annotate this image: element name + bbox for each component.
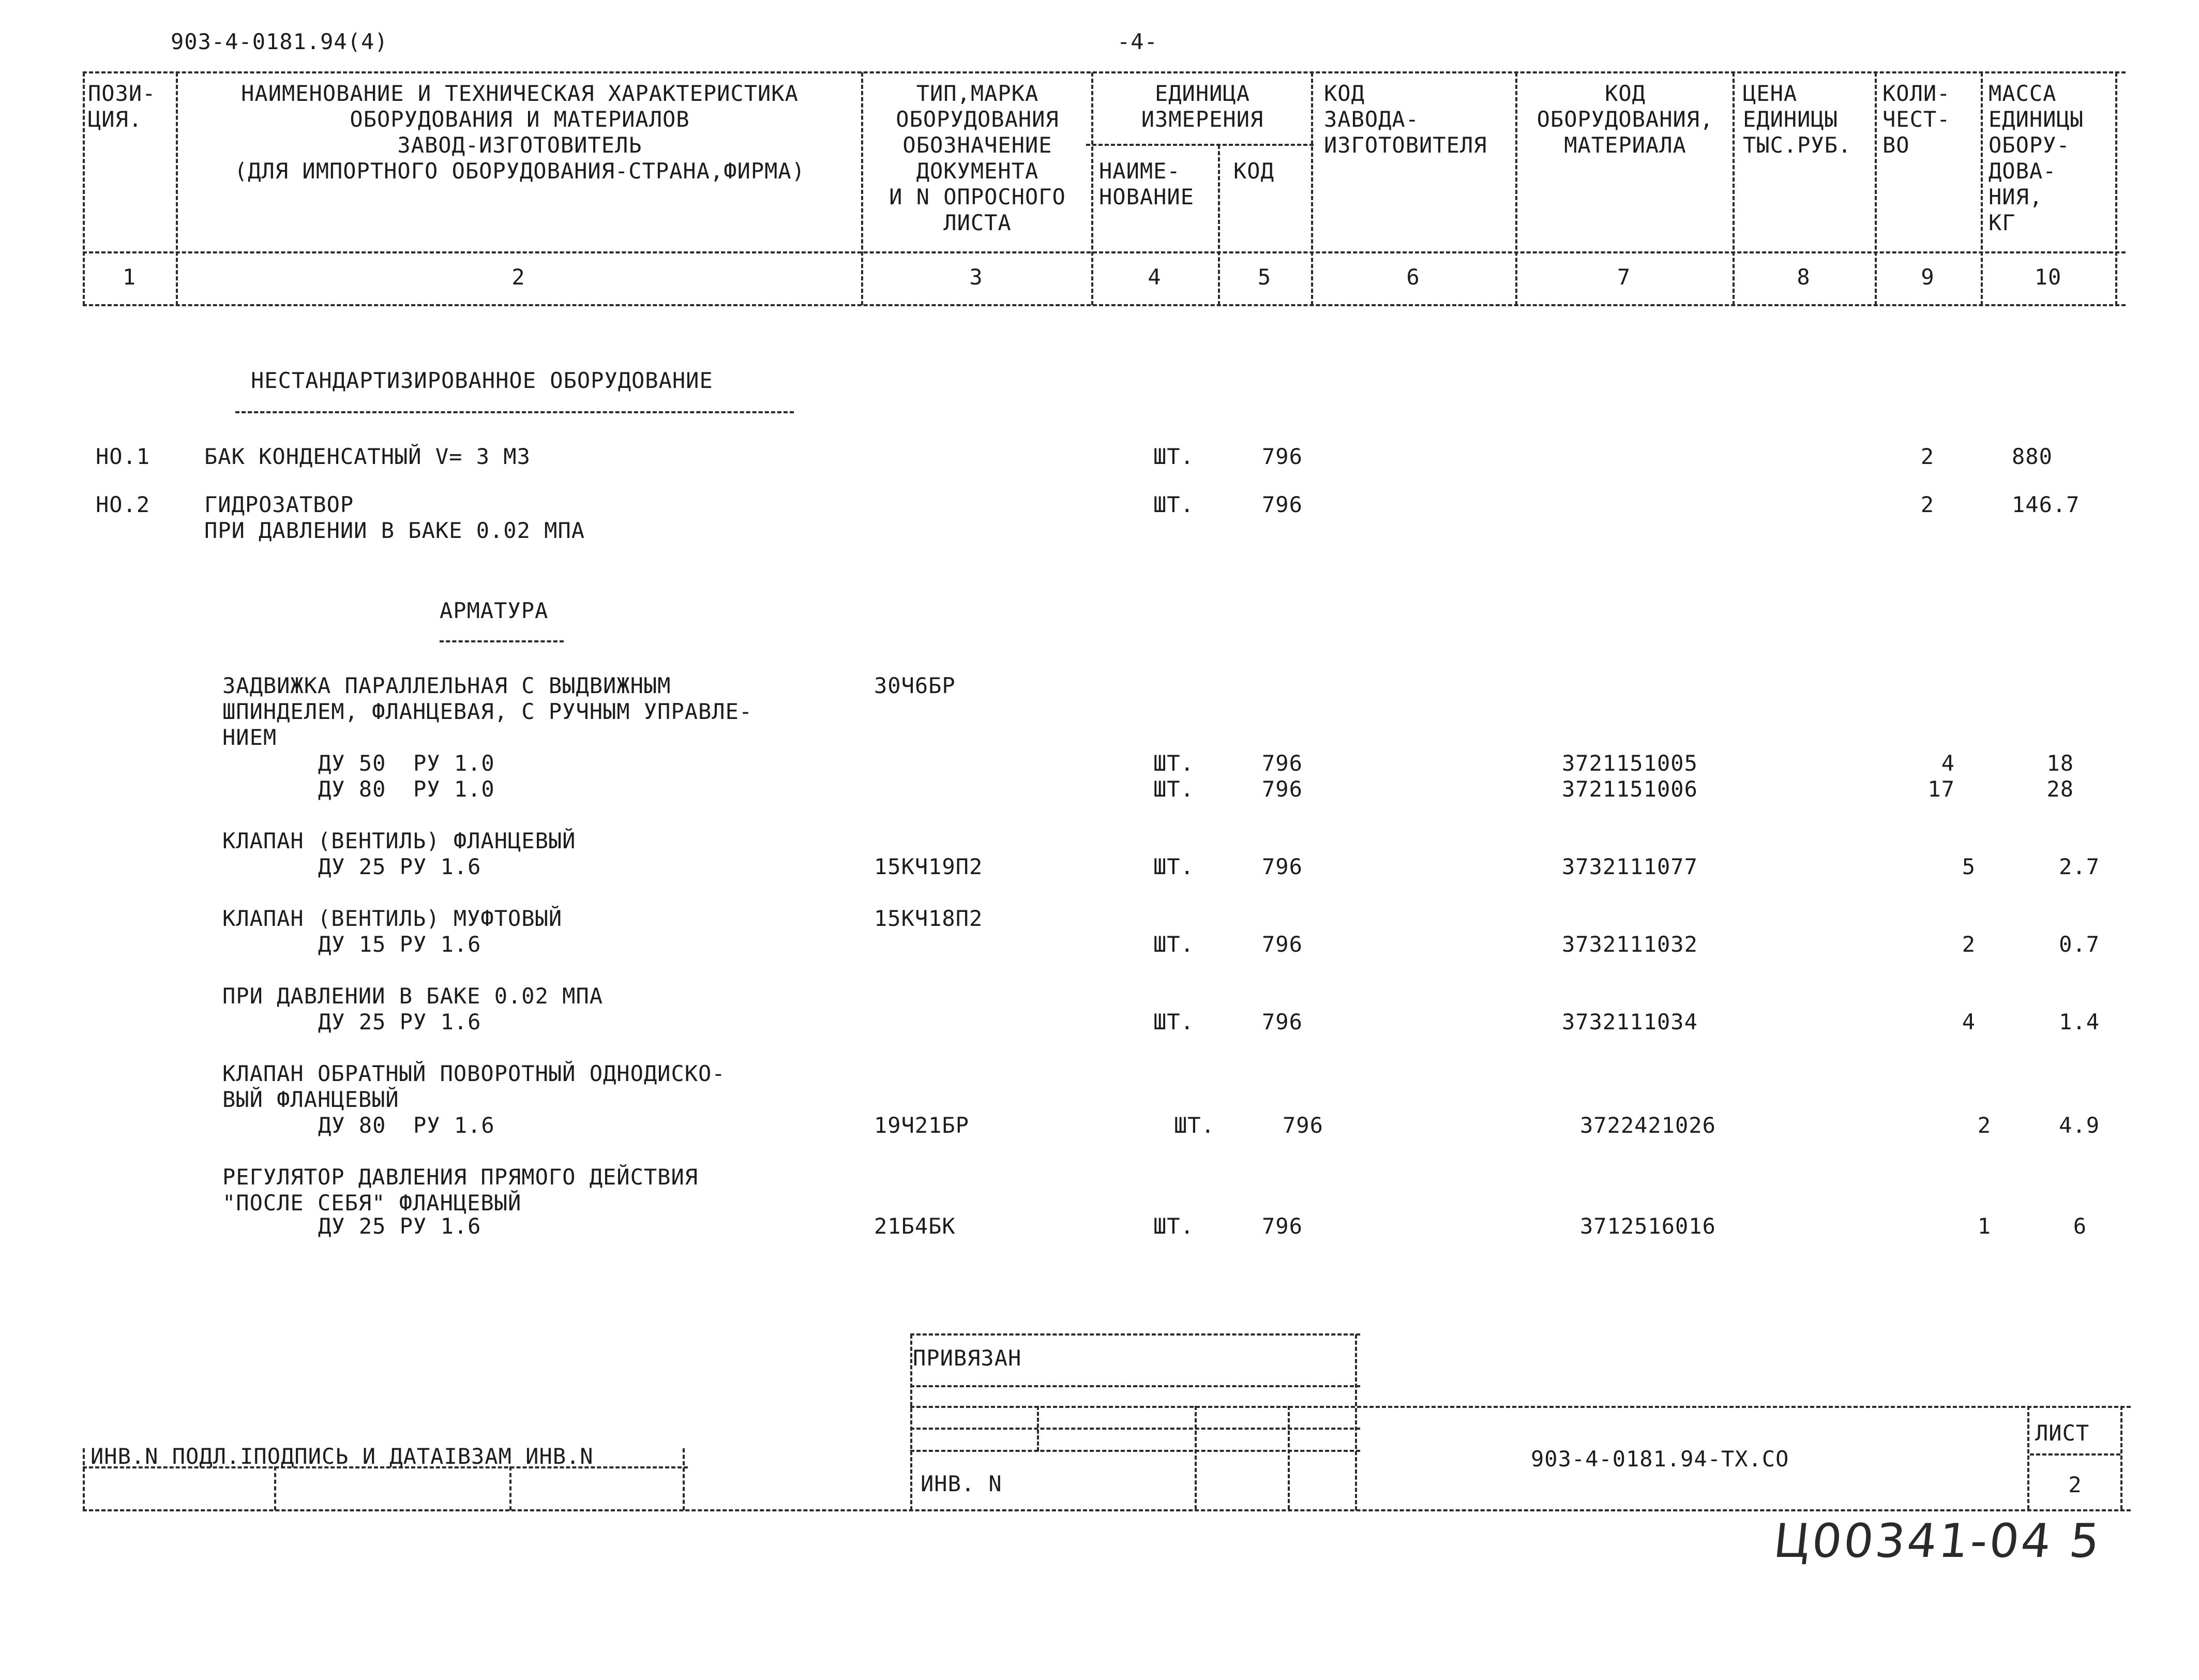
section-underline <box>235 411 794 413</box>
stamp-divider <box>1288 1406 1290 1509</box>
stamp-row-border <box>910 1385 1360 1387</box>
stamp-divider <box>1037 1406 1039 1451</box>
row-unit: ШТ. <box>1153 444 1194 469</box>
row-mass: 18 <box>2046 751 2074 776</box>
row-name: БАК КОНДЕНСАТНЫЙ V= 3 М3 <box>204 444 531 469</box>
stamp-row-border <box>910 1450 1360 1452</box>
row-unit-code: 796 <box>1262 492 1303 517</box>
row-unit-code: 796 <box>1283 1113 1323 1138</box>
header-col2-line4: (ДЛЯ ИМПОРТНОГО ОБОРУДОВАНИЯ-СТРАНА,ФИРМА) <box>234 158 806 184</box>
header-col1-line1: ПОЗИ- <box>88 81 156 106</box>
header-col10-line5: НИЯ, <box>1989 184 2043 209</box>
row-equipment-code: 3721151005 <box>1562 751 1698 776</box>
header-col3-line3: ОБОЗНАЧЕНИЕ <box>902 132 1052 158</box>
row-name: ГИДРОЗАТВОР <box>204 492 354 517</box>
row-unit: ШТ. <box>1153 751 1194 776</box>
row-mass: 4.9 <box>2059 1113 2100 1138</box>
header-col8-line3: ТЫС.РУБ. <box>1743 132 1852 158</box>
header-col7-line3: МАТЕРИАЛА <box>1564 132 1686 158</box>
stamp-divider <box>910 1334 912 1510</box>
document-code-top: 903-4-0181.94(4) <box>171 29 388 54</box>
row-name-line2: ВЫЙ ФЛАНЦЕВЫЙ <box>222 1087 399 1112</box>
row-type: 30Ч6БР <box>874 673 956 698</box>
row-unit: ШТ. <box>1153 1009 1194 1034</box>
header-col10-line1: МАССА <box>1989 81 2057 106</box>
footer-left-labels: ИНВ.N ПОДЛ.IПОДПИСЬ И ДАТАIВЗАМ ИНВ.N <box>91 1444 594 1469</box>
row-name: ЗАДВИЖКА ПАРАЛЛЕЛЬНАЯ С ВЫДВИЖНЫМ <box>222 673 671 698</box>
header-top-border <box>83 71 2126 73</box>
row-mass: 6 <box>2073 1213 2087 1239</box>
row-mass: 880 <box>2012 444 2053 469</box>
footer-left-divider <box>509 1466 511 1510</box>
row-name: ПРИ ДАВЛЕНИИ В БАКЕ 0.02 МПА <box>222 983 604 1009</box>
row-equipment-code: 3712516016 <box>1580 1213 1716 1239</box>
row-unit-code: 796 <box>1262 751 1303 776</box>
row-unit: ШТ. <box>1153 854 1194 879</box>
header-unit-line2: ИЗМЕРЕНИЯ <box>1141 107 1264 132</box>
row-type: 15КЧ19П2 <box>874 854 983 879</box>
stamp-divider <box>1195 1406 1197 1509</box>
row-quantity: 2 <box>1920 444 1934 469</box>
section-title-fittings: АРМАТУРА <box>440 598 549 623</box>
footer-left-divider <box>274 1466 276 1510</box>
header-col4-line2: НОВАНИЕ <box>1099 184 1195 209</box>
header-col3-line6: ЛИСТА <box>943 210 1012 235</box>
row-mass: 146.7 <box>2012 492 2080 517</box>
row-name: ДУ 15 РУ 1.6 <box>318 932 481 957</box>
row-position: НО.1 <box>96 444 150 469</box>
stamp-attached-label: ПРИВЯЗАН <box>913 1345 1022 1371</box>
row-quantity: 2 <box>1977 1113 1991 1138</box>
row-name: КЛАПАН (ВЕНТИЛЬ) ФЛАНЦЕВЫЙ <box>222 828 576 853</box>
row-unit: ШТ. <box>1153 1213 1194 1239</box>
row-unit: ШТ. <box>1174 1113 1215 1138</box>
row-equipment-code: 3722421026 <box>1580 1113 1716 1138</box>
row-quantity: 4 <box>1941 751 1955 776</box>
row-name-line2: "ПОСЛЕ СЕБЯ" ФЛАНЦЕВЫЙ <box>222 1190 522 1216</box>
row-name: РЕГУЛЯТОР ДАВЛЕНИЯ ПРЯМОГО ДЕЙСТВИЯ <box>222 1164 699 1190</box>
header-col9-line2: ЧЕСТ- <box>1882 107 1951 132</box>
footer-bottom-border <box>83 1509 2131 1511</box>
row-position: НО.2 <box>96 492 150 517</box>
header-col3-line5: И N ОПРОСНОГО <box>889 184 1066 209</box>
row-name: КЛАПАН ОБРАТНЫЙ ПОВОРОТНЫЙ ОДНОДИСКО- <box>222 1061 726 1086</box>
row-unit-code: 796 <box>1262 854 1303 879</box>
sheet-number: 2 <box>2068 1472 2082 1497</box>
row-name: ДУ 25 РУ 1.6 <box>318 1213 481 1239</box>
row-mass: 2.7 <box>2059 854 2100 879</box>
header-col2-line3: ЗАВОД-ИЗГОТОВИТЕЛЬ <box>397 132 642 158</box>
stamp-row-border <box>910 1406 2131 1408</box>
stamp-inventory-label: ИНВ. N <box>921 1471 1002 1496</box>
row-name-line3: НИЕМ <box>222 725 277 750</box>
row-unit-code: 796 <box>1262 444 1303 469</box>
row-mass: 0.7 <box>2059 932 2100 957</box>
col-number-10: 10 <box>2034 264 2062 290</box>
row-unit: ШТ. <box>1153 776 1194 802</box>
row-name: ДУ 25 РУ 1.6 <box>318 1009 481 1034</box>
col-number-4: 4 <box>1148 264 1162 290</box>
header-col10-line4: ДОВА- <box>1989 158 2057 184</box>
stamp-top-border <box>910 1333 1360 1336</box>
stamp-divider <box>2027 1406 2029 1509</box>
section-underline <box>440 640 564 642</box>
row-unit-code: 796 <box>1262 776 1303 802</box>
row-quantity: 4 <box>1962 1009 1976 1034</box>
stamp-divider <box>2120 1406 2122 1509</box>
header-col9-line1: КОЛИ- <box>1882 81 1951 106</box>
row-type: 19Ч21БР <box>874 1113 970 1138</box>
col-number-3: 3 <box>969 264 983 290</box>
header-col1-line2: ЦИЯ. <box>88 107 143 132</box>
row-unit: ШТ. <box>1153 492 1194 517</box>
row-unit-code: 796 <box>1262 1009 1303 1034</box>
header-col10-line2: ЕДИНИЦЫ <box>1989 107 2084 132</box>
row-equipment-code: 3732111034 <box>1562 1009 1698 1034</box>
col-divider <box>2115 72 2117 305</box>
row-equipment-code: 3732111032 <box>1562 932 1698 957</box>
row-mass: 1.4 <box>2059 1009 2100 1034</box>
row-quantity: 2 <box>1962 932 1976 957</box>
row-name-line2: ШПИНДЕЛЕМ, ФЛАНЦЕВАЯ, С РУЧНЫМ УПРАВЛЕ- <box>222 699 753 724</box>
row-type: 15КЧ18П2 <box>874 906 983 931</box>
header-col2-line2: ОБОРУДОВАНИЯ И МАТЕРИАЛОВ <box>350 107 690 132</box>
numbers-bottom-border <box>83 304 2126 306</box>
header-col9-line3: ВО <box>1882 132 1910 158</box>
row-equipment-code: 3732111077 <box>1562 854 1698 879</box>
row-mass: 28 <box>2046 776 2074 802</box>
header-col10-line3: ОБОРУ- <box>1989 132 2070 158</box>
row-name-line2: ПРИ ДАВЛЕНИИ В БАКЕ 0.02 МПА <box>204 518 585 543</box>
col-number-6: 6 <box>1406 264 1420 290</box>
stamp-divider <box>1355 1334 1357 1510</box>
row-quantity: 2 <box>1920 492 1934 517</box>
sheet-divider <box>2030 1453 2120 1456</box>
header-col7-line2: ОБОРУДОВАНИЯ, <box>1537 107 1714 132</box>
row-name: ДУ 80 РУ 1.6 <box>318 1113 495 1138</box>
header-col8-line1: ЦЕНА <box>1743 81 1798 106</box>
row-equipment-code: 3721151006 <box>1562 776 1698 802</box>
header-col4-line1: НАИМЕ- <box>1099 158 1181 184</box>
col-number-1: 1 <box>122 264 137 290</box>
header-unit-line1: ЕДИНИЦА <box>1154 81 1250 106</box>
row-quantity: 1 <box>1977 1213 1991 1239</box>
header-col5: КОД <box>1233 158 1274 184</box>
footer-document-code: 903-4-0181.94-ТХ.СО <box>1531 1446 1789 1472</box>
unit-sub-border <box>1086 144 1314 146</box>
stamp-row-border <box>910 1428 1360 1430</box>
col-number-2: 2 <box>511 264 525 290</box>
col-number-7: 7 <box>1617 264 1631 290</box>
row-unit: ШТ. <box>1153 932 1194 957</box>
col-number-8: 8 <box>1797 264 1811 290</box>
row-name: ДУ 80 РУ 1.0 <box>318 776 495 802</box>
col-number-9: 9 <box>1921 264 1935 290</box>
header-col6-line3: ИЗГОТОВИТЕЛЯ <box>1324 132 1487 158</box>
header-col7-line1: КОД <box>1605 81 1646 106</box>
header-col2-line1: НАИМЕНОВАНИЕ И ТЕХНИЧЕСКАЯ ХАРАКТЕРИСТИКА <box>241 81 799 106</box>
page-number: -4- <box>1117 29 1158 54</box>
row-name: ДУ 50 РУ 1.0 <box>318 751 495 776</box>
col-number-5: 5 <box>1257 264 1272 290</box>
header-col3-line2: ОБОРУДОВАНИЯ <box>896 107 1059 132</box>
row-name: КЛАПАН (ВЕНТИЛЬ) МУФТОВЫЙ <box>222 906 563 931</box>
row-quantity: 5 <box>1962 854 1976 879</box>
header-bottom-border <box>83 251 2126 253</box>
row-type: 21Б4БК <box>874 1213 956 1239</box>
footer-left-divider <box>683 1448 685 1510</box>
header-col8-line2: ЕДИНИЦЫ <box>1743 107 1839 132</box>
row-name: ДУ 25 РУ 1.6 <box>318 854 481 879</box>
section-title-nonstandard: НЕСТАНДАРТИЗИРОВАННОЕ ОБОРУДОВАНИЕ <box>251 368 713 393</box>
row-unit-code: 796 <box>1262 1213 1303 1239</box>
header-col3-line1: ТИП,МАРКА <box>916 81 1039 106</box>
row-quantity: 17 <box>1927 776 1955 802</box>
header-col6-line2: ЗАВОДА- <box>1324 107 1420 132</box>
sheet-label: ЛИСТ <box>2035 1420 2090 1446</box>
header-col3-line4: ДОКУМЕНТА <box>916 158 1039 184</box>
header-col10-line6: КГ <box>1989 210 2016 235</box>
handwritten-inventory-note: Ц00341-04 5 <box>1771 1514 2104 1568</box>
header-col6-line1: КОД <box>1324 81 1365 106</box>
row-unit-code: 796 <box>1262 932 1303 957</box>
footer-left-divider <box>83 1448 85 1510</box>
